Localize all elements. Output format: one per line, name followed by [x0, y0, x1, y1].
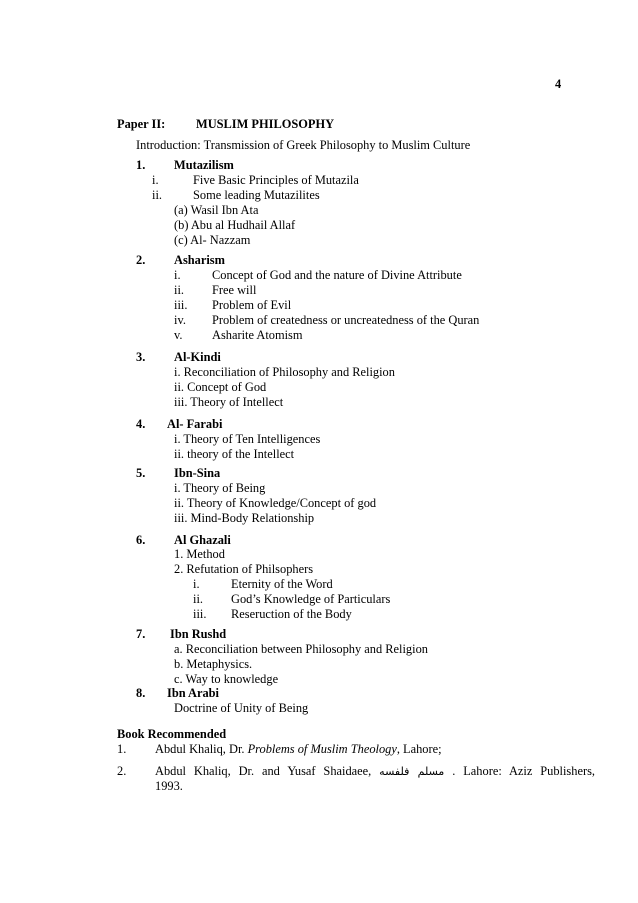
list-marker: i. [174, 268, 181, 282]
list-item: b. Metaphysics. [174, 657, 253, 671]
list-item: God’s Knowledge of Particulars [231, 592, 391, 606]
list-item: Free will [212, 283, 257, 297]
list-item: Eternity of the Word [231, 577, 333, 591]
paper-title: MUSLIM PHILOSOPHY [196, 117, 335, 131]
list-marker: iii. [193, 607, 207, 621]
section-title: Al-Kindi [174, 350, 221, 364]
book-publication: . Lahore: Aziz Publishers, [452, 764, 595, 778]
list-item: Concept of God and the nature of Divine Attribute [212, 268, 462, 282]
book-author: Abdul Khaliq, Dr. [155, 742, 245, 756]
section-number: 3. [136, 350, 146, 364]
list-marker: ii. [174, 283, 184, 297]
list-marker: v. [174, 328, 183, 342]
list-marker: ii. [152, 188, 162, 202]
list-item: (b) Abu al Hudhail Allaf [174, 218, 296, 232]
book-title: Problems of Muslim Theology [247, 742, 397, 756]
section-title: Ibn Arabi [167, 686, 219, 700]
list-item: i. Theory of Ten Intelligences [174, 432, 321, 446]
list-item: Some leading Mutazilites [193, 188, 320, 202]
list-marker: i. [193, 577, 200, 591]
list-item: Problem of Evil [212, 298, 292, 312]
list-marker: i. [152, 173, 159, 187]
list-item: i. Theory of Being [174, 481, 266, 495]
book-entry [155, 742, 442, 757]
section-number: 6. [136, 533, 146, 547]
book-entry [155, 764, 595, 779]
books-heading: Book Recommended [117, 727, 227, 741]
list-item: Problem of createdness or uncreatedness of the Quran [212, 313, 480, 327]
list-item: iii. Theory of Intellect [174, 395, 284, 409]
book-publication: , Lahore; [396, 742, 442, 756]
section-number: 7. [136, 627, 146, 641]
list-item: Five Basic Principles of Mutazila [193, 173, 359, 187]
list-item: ii. Theory of Knowledge/Concept of god [174, 496, 377, 510]
list-item: Asharite Atomism [212, 328, 303, 342]
list-item: (a) Wasil Ibn Ata [174, 203, 259, 217]
list-item: (c) Al- Nazzam [174, 233, 251, 247]
book-number: 1. [117, 742, 127, 756]
paper-label: Paper II: [117, 117, 166, 131]
book-author: Abdul Khaliq, Dr. and Yusaf Shaidaee, [155, 764, 372, 778]
list-item: Doctrine of Unity of Being [174, 701, 309, 715]
list-item: ii. Concept of God [174, 380, 267, 394]
section-number: 4. [136, 417, 146, 431]
section-number: 8. [136, 686, 146, 700]
list-marker: iii. [174, 298, 188, 312]
section-number: 2. [136, 253, 146, 267]
book-number: 2. [117, 764, 127, 778]
section-title: Mutazilism [174, 158, 234, 172]
introduction: Introduction: Transmission of Greek Philosophy to Muslim Culture [136, 138, 471, 152]
section-title: Al- Farabi [167, 417, 223, 431]
book-title-urdu: مسلم فلفسه [379, 765, 445, 778]
section-title: Asharism [174, 253, 225, 267]
book-year: 1993. [155, 779, 183, 793]
list-item: Reseruction of the Body [231, 607, 352, 621]
section-number: 5. [136, 466, 146, 480]
list-item: a. Reconciliation between Philosophy and Religion [174, 642, 428, 656]
list-item: 2. Refutation of Philsophers [174, 562, 314, 576]
list-item: iii. Mind-Body Relationship [174, 511, 315, 525]
list-marker: iv. [174, 313, 186, 327]
page-number: 4 [555, 77, 562, 91]
section-number: 1. [136, 158, 146, 172]
section-title: Ibn Rushd [170, 627, 227, 641]
list-item: i. Reconciliation of Philosophy and Religion [174, 365, 395, 379]
section-title: Al Ghazali [174, 533, 231, 547]
list-item: c. Way to knowledge [174, 672, 279, 686]
section-title: Ibn-Sina [174, 466, 221, 480]
list-item: 1. Method [174, 547, 225, 561]
list-item: ii. theory of the Intellect [174, 447, 295, 461]
list-marker: ii. [193, 592, 203, 606]
